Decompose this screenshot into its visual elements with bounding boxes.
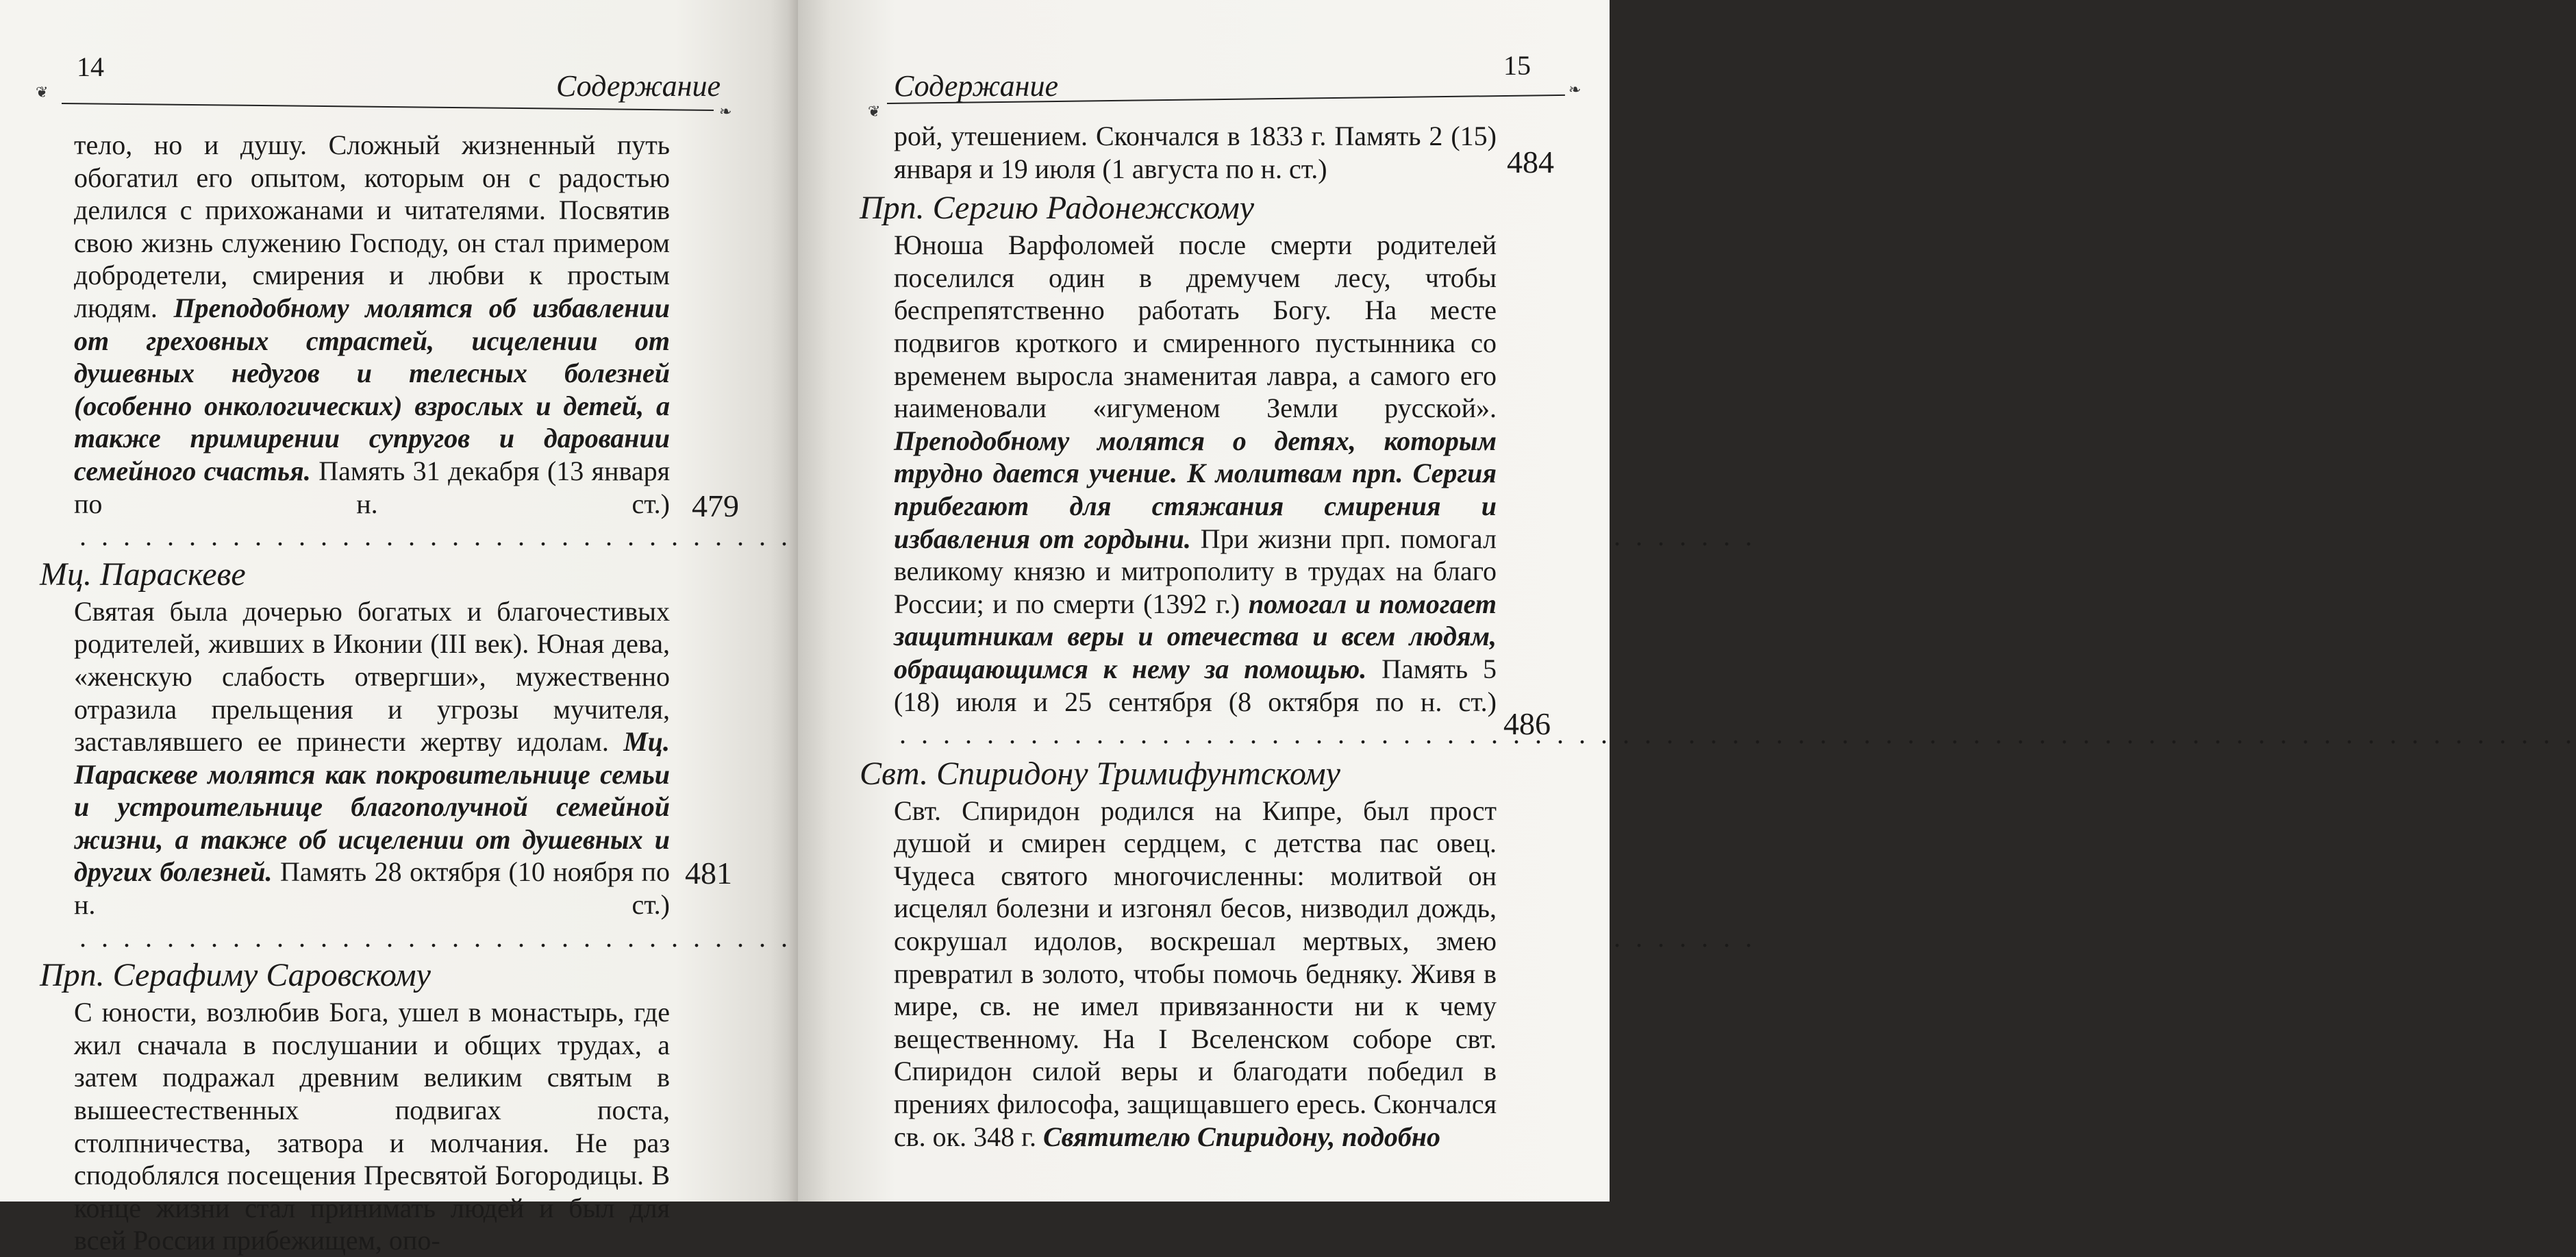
- entry-serafim: [74, 996, 670, 1257]
- right-header: [798, 0, 1610, 120]
- entry-spiridon: [894, 795, 1497, 1154]
- entry-memory: Память 28 октября (10 ноября по н. ст.): [74, 856, 671, 921]
- right-ornament-start-icon: ❦: [868, 103, 881, 120]
- entry-leader: [894, 718, 1497, 751]
- left-body: [40, 129, 671, 1257]
- right-page: [798, 0, 1610, 1202]
- entry-prayer: Святителю Спиридону, подобно: [1042, 1121, 1440, 1152]
- lead-entry: [74, 129, 670, 553]
- lead-text: тело, но и душу. Сложный жизненный путь обогатил его опытом, которым он с радостью делился с прихожанами и читателями. Посвятив свою жизнь служению Господу, он стал примером добродетели, смирения и любви к простым людям.: [74, 129, 670, 323]
- page-ref-479: 479: [692, 488, 739, 523]
- page-ref-481: 481: [685, 856, 732, 891]
- entry-paraskeva: [74, 595, 670, 954]
- entry-sergiy: [894, 229, 1497, 751]
- entry-leader: [74, 921, 670, 954]
- entry-title-serafim: Прп. Серафиму Саровскому: [40, 957, 431, 994]
- lead-memory: Память 31 декабря (13 января по н. ст.): [74, 455, 671, 519]
- entry-prayer: Преподобному молятся о детях, которым трудно дается учение. К молитвам прп. Сергия прибегают для стяжания смирения и избавления от гордыни.: [894, 425, 1497, 554]
- lead-leader: [74, 520, 670, 553]
- left-page-number: 14: [77, 51, 104, 82]
- entry-title-spiridon: Свт. Спиридону Тримифунтскому: [860, 755, 1340, 792]
- entry-text: С юности, возлюбив Бога, ушел в монастырь, где жил сначала в послушании и общих трудах, а затем подражал древним великим святым в вышеестественных подвигах поста, столпничества, затвора и молчания. Не раз сподоблялся посещения Пресвятой Богородицы. В конце жизни стал принимать людей и был для всей России прибежищем, опо-: [74, 997, 670, 1256]
- left-header-rule: [62, 103, 714, 111]
- entry-prayer-2: помогал и помогает защитникам веры и отечества и всем людям, обращающимся к нему за помощью.: [894, 588, 1497, 684]
- left-page: [0, 0, 795, 1256]
- entry-text: Юноша Варфоломей после смерти родителей поселился один в дремучем лесу, чтобы беспрепятственно работать Богу. На месте подвигов кроткого и смиренного пустынника со временем выросла знаменитая лавра, а самого его наименовали «игуменом Земли русской».: [894, 229, 1497, 424]
- entry-title-sergiy: Прп. Сергию Радонежскому: [860, 190, 1255, 227]
- entry-text: Святая была дочерью богатых и благочестивых родителей, живших в Иконии (III век). Юная дева, «женскую слабость отвергши», мужественно отразила прельщения и угрозы мучителя, заставлявшего ее принести жертву идолам.: [74, 595, 670, 758]
- entry-memory: Память 5 (18) июля и 25 сентября (8 октября по н. ст.): [894, 653, 1497, 717]
- page-ref-484: 484: [1507, 145, 1554, 179]
- right-page-number: 15: [1503, 50, 1531, 81]
- lead-entry-right: [894, 120, 1497, 185]
- lead-text: рой, утешением. Скончался в 1833 г. Память 2 (15) января и 19 июля (1 августа по н. ст.): [894, 121, 1497, 184]
- left-running-title: Содержание: [556, 69, 721, 103]
- entry-prayer: Мц. Параскеве молятся как покровительнице семьи и устроительнице благополучной семейной жизни, а также об исцелении от душевных и других болезней.: [74, 726, 670, 888]
- dot-leader: [899, 718, 2576, 751]
- left-ornament-start-icon: ❦: [36, 84, 49, 101]
- right-running-title: Содержание: [894, 69, 1059, 103]
- right-body: [860, 120, 1497, 1153]
- left-ornament-end-icon: ❧: [719, 103, 732, 120]
- right-ornament-end-icon: ❧: [1568, 81, 1581, 98]
- entry-text: Свт. Спиридон родился на Кипре, был прост душой и смирен сердцем, с детства пас овец. Чудеса святого многочисленны: молитвой он исцелял болезни и изгонял бесов, низводил дождь, сокрушал идолов, воскрешал мертвых, змею превратил в золото, чтобы помочь бедняку. Живя в мире, св. не имел привязанности ни к чему вещественному. На I Вселенском соборе свт. Спиридон силой веры и благодати победил в прениях философа, защищавшего ересь. Скончался св. ок. 348 г.: [894, 795, 1497, 1152]
- lead-prayer: Преподобному молятся об избавлении от греховных страстей, исцелении от душевных недугов и телесных болезней (особенно онкологических) взрослых и детей, а также примирении супругов и даровании семейного счастья.: [74, 292, 670, 486]
- entry-text-2: При жизни прп. помогал великому князю и митрополиту в трудах на благо России; и по смерти (1392 г.): [894, 523, 1497, 619]
- entry-title-paraskeva: Мц. Параскеве: [40, 556, 246, 593]
- left-header: [0, 0, 795, 120]
- page-ref-486: 486: [1503, 706, 1551, 741]
